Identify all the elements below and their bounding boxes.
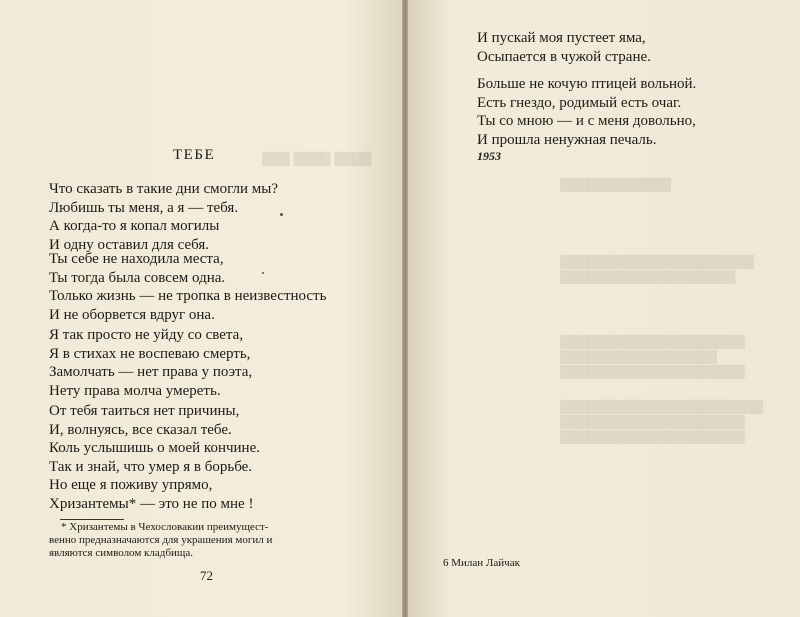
stanza-1 (49, 180, 278, 254)
right-stanza-1 (477, 29, 651, 66)
poem-line: Осыпается в чужой стране. (477, 48, 651, 65)
footnote-line: * Хризантемы в Чехословакии преимущест- (61, 521, 269, 533)
page-number: 72 (200, 568, 213, 583)
poem-year: 1953 (477, 149, 501, 163)
poem-line: Любишь ты меня, а я — тебя. (49, 199, 239, 216)
poem-line: И пускай моя пустеет яма, (477, 30, 646, 46)
footnote-rule (60, 519, 124, 520)
poem-line: Нету права молча умереть. (49, 382, 221, 399)
poem-line: Замолчать — нет права у поэта, (49, 364, 253, 380)
poem-line: Ты тогда была совсем одна. (49, 269, 226, 286)
signature-mark: 6 Милан Лайчак (443, 557, 520, 569)
stanza-4 (49, 402, 260, 476)
stanza-5 (49, 476, 253, 513)
dust-speck (280, 213, 283, 216)
poem-line: Так и знай, что умер я в борьбе. (49, 458, 253, 475)
right-stanza-2 (477, 75, 696, 149)
poem-line: А когда-то я копал могилы (49, 218, 220, 234)
poem-line: И прошла ненужная печаль. (477, 131, 657, 148)
footnote-line: венно предназначаются для украшения могил и (49, 534, 273, 546)
poem-line: И не оборвется вдруг она. (49, 306, 215, 323)
poem-line: И, волнуясь, все сказал тебе. (49, 421, 232, 438)
poem-line: Ты себе не находила места, (49, 251, 224, 267)
poem-line: Я в стихах не воспеваю смерть, (49, 345, 251, 362)
poem-line: Хризантемы* — это не по мне ! (49, 495, 254, 512)
poem-line: Что сказать в такие дни смогли мы? (49, 181, 278, 197)
poem-line: И одну оставил для себя. (49, 236, 210, 253)
footnote (49, 521, 369, 560)
stanza-2 (49, 250, 326, 324)
stanza-3 (49, 326, 252, 400)
poem-line: Больше не кочую птицей вольной. (477, 76, 697, 92)
poem-title: ТЕБЕ (173, 147, 216, 163)
footnote-line: являются символом кладбища. (49, 547, 193, 559)
poem-line: От тебя таиться нет причины, (49, 403, 240, 419)
poem-line: Я так просто не уйду со света, (49, 327, 244, 343)
poem-line: Ты со мною — и с меня довольно, (477, 113, 696, 129)
poem-line: Только жизнь — не тропка в неизвестность (49, 288, 327, 304)
poem-line: Есть гнездо, родимый есть очаг. (477, 94, 682, 111)
poem-line: Коль услышишь о моей кончине. (49, 440, 260, 456)
poem-line: Но еще я поживу упрямо, (49, 477, 213, 493)
book-gutter (402, 0, 408, 617)
